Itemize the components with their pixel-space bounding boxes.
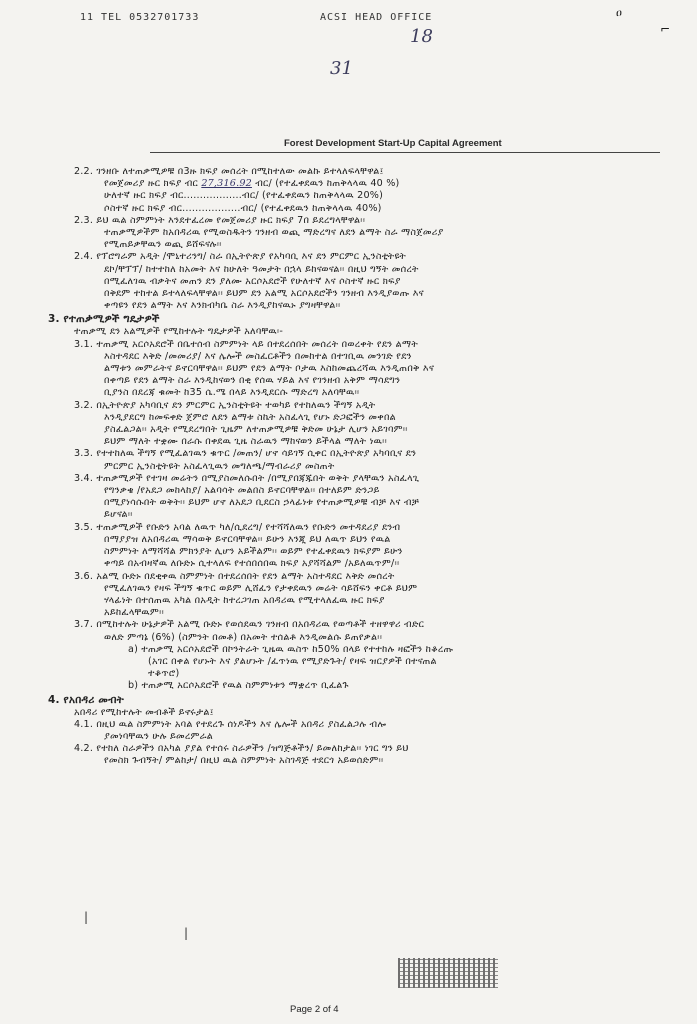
body-line: ቀጣይ በአብዛኛዉ ለቡድኑ ሲተላለፍ የተሰበሰበዉ ክፍያ አያሻሻልም /አይለዉጥም/፡፡ bbox=[104, 558, 400, 570]
body-line: ልማቱን መምራትና ይኖርባቸዋል፡፡ ይህም የደን ልማት ቦታዉ እስከመጨረሻዉ እንዲጠበቅ እና bbox=[104, 363, 435, 375]
body-line: በቀጣይ የደን ልማት ስራ እንዲከናወን በቂ የሰዉ ሃይል እና የገንዘብ አቅም ማሳደግን bbox=[104, 375, 401, 387]
handwritten-folio-top: 18 bbox=[410, 26, 433, 47]
running-title: Forest Development Start-Up Capital Agreement bbox=[284, 138, 502, 149]
handwritten-folio-mid: 31 bbox=[330, 58, 353, 79]
body-line: 4.1. በዚህ ዉል ስምምነት አባል የተደረጉ ሰነዶችን እና ሌሎች አበዳሪ ያስፈልጋሉ ብሎ bbox=[74, 718, 387, 730]
body-line: በሚፈለገዉ ብቃትና መጠን ደን ያለሙ አርሶአደሮች የሁለተኛ እና ሶስተኛ ዙር ክፍያ bbox=[104, 275, 401, 287]
document-body bbox=[48, 166, 648, 768]
body-line: 3.6. አልሚ ቡድኑ በደቂቀዉ ስምምነት በተደረሰበት የደን ልማት አስተዳደር እቅድ መሰረት bbox=[74, 570, 395, 582]
body-line: 2.2. ገንዘቡ ለተጠቃሚዎቹ በ3ዙ ክፍያ መሰረት በሚከተለው መልኩ ይተላለፍላቸዋል፤ bbox=[74, 166, 384, 177]
fax-header bbox=[20, 10, 620, 26]
body-line: 2.4. የፕሮግራም አዲት /ሞኒተሪንግ/ ስራ በኢትዮጵያ የአካባቢ እና ደን ምርምር ኢንስቲትዩት bbox=[74, 251, 407, 263]
body-line: በማያያዝ ለአበዳሪዉ ማሳወቅ ይኖርባቸዋል፡፡ ይሁን እንጂ ይህ ለዉጥ ይህን የዉል bbox=[104, 533, 391, 545]
body-line: (አገር በቀል የሆኑት እና ያልሆኑት /ፈጥነዉ የሚያድጉት/ የዛፍ ዝርያዎች በተናጠል bbox=[148, 655, 437, 667]
body-line: የመስክ ጉብኝት/ ምልከታ/ በዚህ ዉል ስምምነት አስገዳጅ ተደርጎ አይወሰድም፡፡ bbox=[104, 755, 384, 767]
body-line: ወለድ ምጣኔ (6%) (ስምንት በመቶ) በአመት ተሰልቶ እንዲመልሱ ይጠየቃል፡፡ bbox=[104, 631, 383, 643]
fax-office-line: ACSI HEAD OFFICE bbox=[320, 12, 433, 23]
body-line bbox=[48, 178, 648, 190]
body-line: ተጠቃሚዎችም ከአበዳሪዉ የሚወስዱትን ገንዘብ ወጪ ማድረግና ለደን ልማት ስራ ማስጀመሪያ bbox=[104, 227, 444, 239]
page-number: Page 2 of 4 bbox=[290, 1004, 339, 1015]
body-line: አይከፈላቸዉም፡፡ bbox=[104, 607, 165, 619]
body-line: 4.2. የተከለ ስራዎችን በአካል ያያል የተሰሩ ስራዎችን /ዝግጅቶችን/ ይመለከታል፡፡ ነገር ግን ይህ bbox=[74, 743, 409, 755]
body-line: 2.3. ይህ ዉል ስምምነት እንደተፈረመ የመጀመሪያ ዙር ክፍያ 7በ ይደረግላቸዋል፡፡ bbox=[74, 214, 366, 226]
body-line: አበዳሪ የሚከተሉት መብቶች ይኖሩታል፤ bbox=[74, 706, 214, 718]
stamp-mark bbox=[398, 958, 498, 988]
body-line: ደኮ/ቸፕፕ/ ከተተከለ ከአመት እና ከሁለት ዓመታት በኋላ ይከናወናል፡፡ በዚህ ግኝት መሰረት bbox=[104, 263, 419, 275]
body-line: እንዲያደርግ ከመፍቀድ ጀምሮ ለደን ልማቱ ስኬት አስፈላጊ የሆኑ ድጋፎችን መቀበል bbox=[104, 411, 396, 423]
body-line: ቢያንስ በደረጃ ቁመት ከ35 ሴ.ሜ በላይ እንዲደርሱ ማድረግ አለባቸዉ፡፡ bbox=[104, 387, 360, 399]
body-line: 3.1. ተጠቃሚ አርሶአደሮች በቤተሰብ ስምምነት ላይ በተደረሰበት መሰረት በወረቀት የደን ልማት bbox=[74, 338, 419, 350]
margin-mark: | bbox=[184, 926, 189, 940]
body-line: ቀጣዩን የደን ልማት እና እንክብካቤ ስራ እንዲያከናዉኑ ያግዛቸዋል፡፡ bbox=[104, 300, 341, 312]
section-heading: 4. የአበዳሪ መብት bbox=[48, 693, 124, 706]
body-text: ብር/ (የተፈቀደዉን ከጠቅላላዉ 40 %) bbox=[255, 178, 400, 190]
body-line: ስምምነት ለማሻሻል ምክንያት ሊሆን አይችልም፡፡ ወይም የተፈቀደዉን ክፍያም ይሁን bbox=[104, 546, 403, 558]
body-line: a) ተጠቃሚ አርሶአደሮች በኮንትራት ጊዜዉ ዉስጥ ከ50% በላይ የተተከሉ ዛፎችን ከቆረጡ bbox=[128, 643, 454, 655]
body-line: ምርምር ኢንስቲትዩት አስፈላጊዉን መግለጫ/ማብራሪያ መስጠት bbox=[104, 460, 335, 472]
handwritten-amount: 27,316.92 bbox=[201, 178, 252, 190]
corner-mark: ዐ bbox=[616, 6, 622, 19]
body-line: ተጠቃሚ ደን አልሚዎች የሚከተሉት ግዴታዎች አለባቸዉ፡- bbox=[74, 326, 283, 338]
body-line: 3.7. በሚከተሉት ሁኔታዎች አልሚ ቡድኑ የወሰደዉን ገንዘብ በአበዳሪዉ የወጣቶች ተዘዋዋሪ ብድር bbox=[74, 619, 425, 631]
body-text: የመጀመሪያ ዙር ክፍያ ብር bbox=[104, 178, 199, 190]
body-line: ተቆጥሮ) bbox=[148, 668, 180, 680]
body-line: የግንቃቄ /የአደጋ መከላከያ/ አልባሳት መልበስ ይኖርባቸዋል፡፡ በተለይም ድንጋይ bbox=[104, 485, 380, 497]
body-line: ሁለተኛ ዙር ክፍያ ብር..................ብር/ (የተፈቀደዉን ከጠቅላላዉ 20%) bbox=[104, 190, 384, 202]
body-line: ሃላፊነት በተሰጠዉ አካል በአዲት ከተረጋገጠ አበዳሪዉ የሚተላለፈዉ ዙር ክፍያ bbox=[104, 594, 385, 606]
body-line: እስተዳደር እቅድ /መመሪያ/ እና ሌሎች መስፈርቶችን በመከተል በተገቢዉ መንገድ የደን bbox=[104, 350, 412, 362]
section-heading: 3. የተጠቃሚዎች ግዴታዎች bbox=[48, 313, 160, 326]
body-line: የሚጠይቃቸዉን ወጪ ይሸፍናሉ፡፡ bbox=[104, 239, 222, 251]
body-line: ያመነባቸዉን ሁሉ ይመረምራል bbox=[104, 730, 214, 742]
body-line: ይሆናል፡፡ bbox=[104, 509, 133, 521]
body-line: የሚፈለገዉን የዛፍ ችግኝ ቁጥር ወይም ሊሸፈን የታቀደዉን መሬት ሳይሸፍን ቀርቶ ይህም bbox=[104, 582, 418, 594]
body-line: ይህም ማለት ተቋሙ በራሱ በቀደዉ ጊዜ ስራዉን ማከናወን ይችላል ማለት ነዉ፡፡ bbox=[104, 436, 388, 448]
body-line: ያስፈልጋል፡፡ አዲት የሚደረግበት ጊዜም ለተጠቃሚዎቹ ቅድመ ሁኔታ ሊሆን አይገባም፡፡ bbox=[104, 424, 408, 436]
body-line: 3.3. የተተከለዉ ችግኝ የሚፈልገዉን ቁጥር /መጠን/ ሆኖ ሳይገኝ ሲቀር በኢትዮጵያ አካባቢና ደን bbox=[74, 448, 417, 460]
body-line: 3.5. ተጠቃሚዎች የቡድን አባል ለዉጥ ካለ/ሲደረግ/ የተሻሻለዉን የቡድን መተዳደሪያ ደንብ bbox=[74, 521, 401, 533]
body-line: በሚያነሳሱበት ወቅት፡፡ ይህም ሆኖ ለአደጋ ቢደርስ ኃላፊነቱ የተጠቃሚዎቹ ብቻ እና ብቻ bbox=[104, 497, 420, 509]
body-line: ሶስተኛ ዙር ክፍያ ብር..................ብር/ (የተፈቀደዉን ከጠቅላላዉ 40%) bbox=[104, 202, 382, 214]
fax-sender-line: 11 TEL 0532701733 bbox=[80, 12, 200, 23]
title-rule bbox=[150, 152, 660, 153]
body-line: 3.4. ተጠቃሚዎች የተገዛ መሬትን በሚያስመለሱበት /በሚያበጃጁበት ወቅት ያላቸዉን አስፈላጊ bbox=[74, 472, 420, 484]
body-line: በቅደም ተከተል ይተላለፍላቸዋል፡፡ ይህም ደን አልሚ አርሶአደሮችን ገንዘብ እንዲያወጡ እና bbox=[104, 288, 424, 300]
body-line: b) ተጠቃሚ አርሶአደሮች የዉል ስምምነቱን ማቋረጥ ቢፈልጉ bbox=[128, 680, 349, 692]
corner-flag-icon: ⌐ bbox=[660, 22, 671, 36]
margin-mark: | bbox=[84, 910, 89, 924]
body-line: 3.2. በኢትዮጵያ አካባቢና ደን ምርምር ኢንስቲትዩት ተወካይ የተከለዉን ችግኝ አዲት bbox=[74, 399, 376, 411]
